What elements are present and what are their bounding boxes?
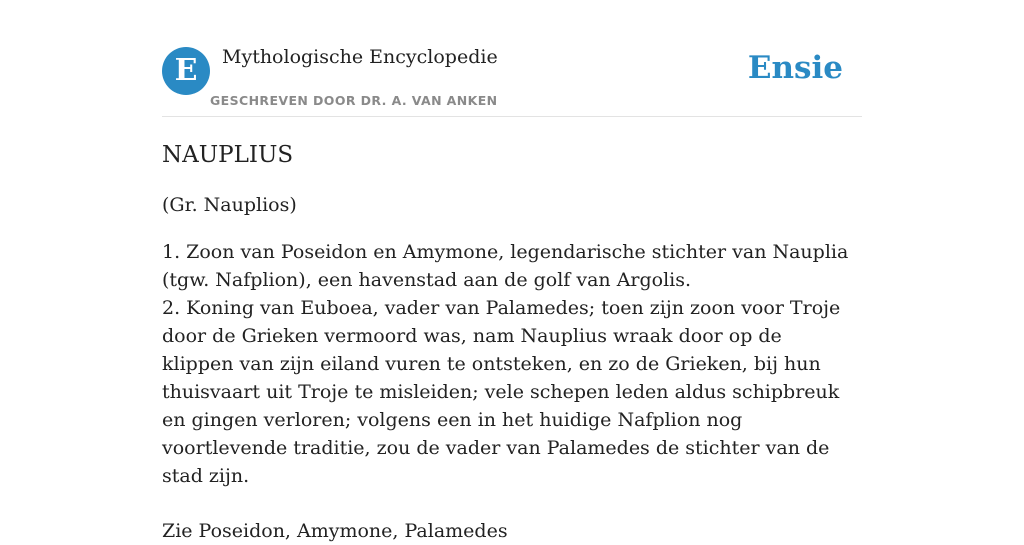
- entry-body: [162, 238, 852, 490]
- page-header: [162, 0, 862, 117]
- entry-alt-name: (Gr. Nauplios): [162, 194, 297, 216]
- ensie-brand-logo[interactable]: Ensie: [747, 50, 843, 86]
- source-logo-icon[interactable]: E: [162, 47, 210, 95]
- entry-paragraph-2: 2. Koning van Euboea, vader van Palamedes; toen zijn zoon voor Troje door de Grieken vermoord was, nam Nauplius wraak door op de klippen van zijn eiland vuren te ontsteken, en zo de Grieken, bij hun thuisvaart uit Troje te misleiden; vele schepen leden aldus schipbreuk en gingen verloren; volgens een in het huidige Nafplion nog voortlevende traditie, zou de vader van Palamedes de stichter van de stad zijn.: [162, 297, 841, 487]
- source-title-link[interactable]: Mythologische Encyclopedie: [222, 46, 498, 68]
- entry-title: NAUPLIUS: [162, 142, 294, 168]
- entry-paragraph-1: 1. Zoon van Poseidon en Amymone, legendarische stichter van Nauplia (tgw. Nafplion), een havenstad aan de golf van Argolis.: [162, 241, 849, 291]
- see-also-line: Zie Poseidon, Amymone, Palamedes: [162, 520, 508, 542]
- author-line: GESCHREVEN DOOR DR. A. VAN ANKEN: [210, 93, 498, 108]
- entry-content: [162, 140, 862, 545]
